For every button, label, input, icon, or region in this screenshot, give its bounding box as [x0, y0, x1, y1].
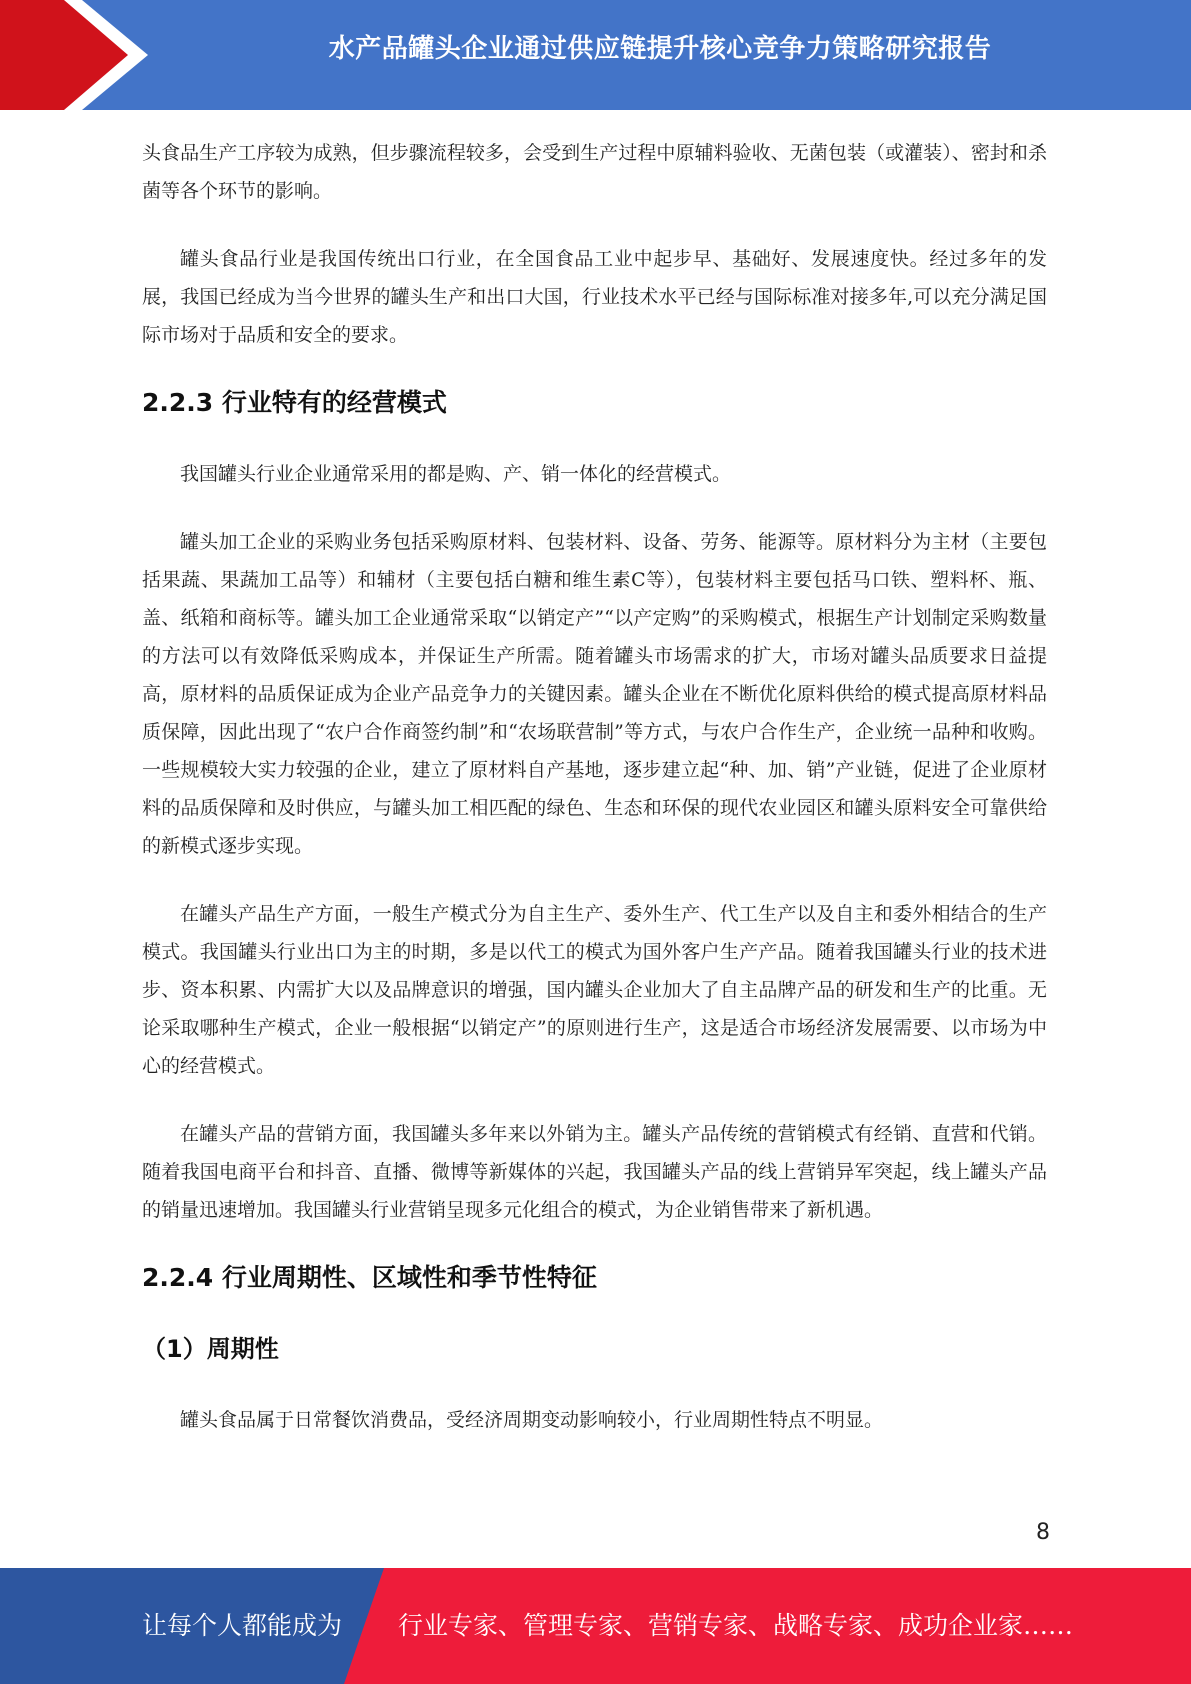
- page-number: 8: [1036, 1520, 1050, 1545]
- page-content: [142, 134, 1047, 1469]
- paragraph-continued: 头食品生产工序较为成熟，但步骤流程较多，会受到生产过程中原辅料验收、无菌包装（或灌装）、密封和杀菌等各个环节的影响。: [142, 142, 1047, 202]
- paragraph: 我国罐头行业企业通常采用的都是购、产、销一体化的经营模式。: [180, 463, 732, 485]
- paragraph: 罐头食品属于日常餐饮消费品，受经济周期变动影响较小，行业周期性特点不明显。: [180, 1409, 884, 1431]
- section-heading-2-2-4: 2.2.4 行业周期性、区域性和季节性特征: [142, 1263, 597, 1292]
- report-title: 水产品罐头企业通过供应链提升核心竞争力策略研究报告: [328, 34, 992, 64]
- paragraph: 罐头加工企业的采购业务包括采购原材料、包装材料、设备、劳务、能源等。原材料分为主材（主要包括果蔬、果蔬加工品等）和辅材（主要包括白糖和维生素C等），包装材料主要包括马口铁、塑料杯、瓶、盖、纸箱和商标等。罐头加工企业通常采取“以销定产”“以产定购”的采购模式，根据生产计划制定采购数量的方法可以有效降低采购成本，并保证生产所需。随着罐头市场需求的扩大，市场对罐头品质要求日益提高，原材料的品质保证成为企业产品竞争力的关键因素。罐头企业在不断优化原料供给的模式提高原材料品质保障，因此出现了“农户合作商签约制”和“农场联营制”等方式，与农户合作生产，企业统一品种和收购。一些规模较大实力较强的企业，建立了原材料自产基地，逐步建立起“种、加、销”产业链，促进了企业原材料的品质保障和及时供应，与罐头加工相匹配的绿色、生态和环保的现代农业园区和罐头原料安全可靠供给的新模式逐步实现。: [142, 531, 1047, 857]
- page-header: [0, 0, 1191, 110]
- footer-slogan-right: 行业专家、管理专家、营销专家、战略专家、成功企业家……: [398, 1611, 1074, 1640]
- page-footer: [0, 1568, 1191, 1684]
- paragraph: 在罐头产品生产方面，一般生产模式分为自主生产、委外生产、代工生产以及自主和委外相结合的生产模式。我国罐头行业出口为主的时期，多是以代工的模式为国外客户生产产品。随着我国罐头行业的技术进步、资本积累、内需扩大以及品牌意识的增强，国内罐头企业加大了自主品牌产品的研发和生产的比重。无论采取哪种生产模式，企业一般根据“以销定产”的原则进行生产，这是适合市场经济发展需要、以市场为中心的经营模式。: [142, 903, 1047, 1077]
- subsection-heading-cycle: （1）周期性: [142, 1335, 279, 1363]
- paragraph: 在罐头产品的营销方面，我国罐头多年来以外销为主。罐头产品传统的营销模式有经销、直营和代销。随着我国电商平台和抖音、直播、微博等新媒体的兴起，我国罐头产品的线上营销异军突起，线上罐头产品的销量迅速增加。我国罐头行业营销呈现多元化组合的模式，为企业销售带来了新机遇。: [142, 1123, 1047, 1221]
- footer-slogan-left: 让每个人都能成为: [142, 1611, 343, 1640]
- section-heading-2-2-3: 2.2.3 行业特有的经营模式: [142, 388, 447, 417]
- paragraph: 罐头食品行业是我国传统出口行业，在全国食品工业中起步早、基础好、发展速度快。经过多年的发展，我国已经成为当今世界的罐头生产和出口大国，行业技术水平已经与国际标准对接多年,可以充分满足国际市场对于品质和安全的要求。: [142, 248, 1047, 346]
